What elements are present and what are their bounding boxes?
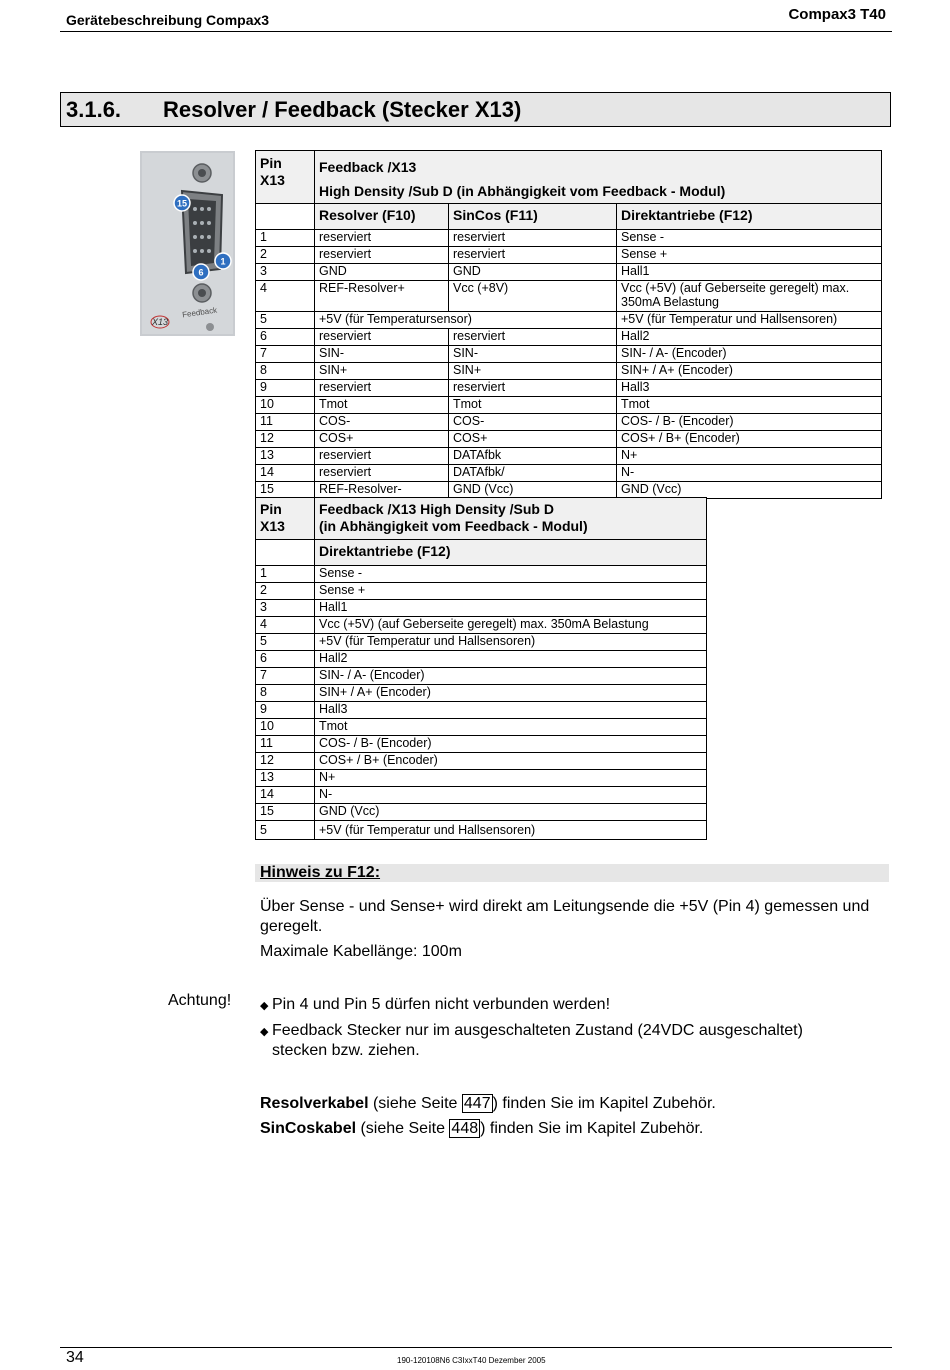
header-right-title: Compax3 T40 [788,6,886,23]
table-row [256,264,882,281]
direktantriebe-cell: GND (Vcc) [315,804,707,821]
warning-item-1 [260,995,860,1017]
table-row [256,363,882,380]
pin-table-body [256,230,882,499]
direktantriebe-cell: Sense + [315,583,707,600]
direktantriebe-cell: SIN- / A- (Encoder) [617,346,882,363]
note-paragraph-1: Über Sense - und Sense+ wird direkt am Leitungsende die +5V (Pin 4) gemessen und geregelt. [260,898,870,935]
resolver-cell: REF-Resolver- [315,482,449,499]
table-row [256,736,707,753]
table-row [256,770,707,787]
direktantriebe-cell: COS- / B- (Encoder) [315,736,707,753]
sincos-cell: reserviert [449,380,617,397]
table-row [256,634,707,651]
pin-number-cell: 4 [256,281,315,312]
sincos-cell: reserviert [449,329,617,346]
table-header-row [256,151,882,204]
direktantriebe-cell: COS+ / B+ (Encoder) [315,753,707,770]
direktantriebe-cell: N+ [617,448,882,465]
direktantriebe-cell: Hall1 [315,600,707,617]
direktantriebe-cell: Hall2 [617,329,882,346]
pin-number-cell: 5 [256,821,315,840]
resolver-cell: reserviert [315,247,449,264]
pin-header-line2: X13 [260,518,285,534]
bullet-diamond-icon: ◆ [260,1026,269,1038]
pin-table2-body [256,566,707,840]
pin-number-cell: 10 [256,719,315,736]
pin-label-15: 15 [176,198,188,209]
pin-table-x13 [255,150,882,499]
resolver-cell: SIN- [315,346,449,363]
column-header-direktantriebe: Direktantriebe (F12) [315,540,707,566]
table2-header-row [256,498,707,540]
plug-caption: Feedback [181,305,218,320]
pin-number-cell: 1 [256,566,315,583]
section-number: 3.1.6. [66,97,122,122]
sincos-cell: reserviert [449,230,617,247]
resolver-cell: COS+ [315,431,449,448]
pin-header-cell [256,498,315,540]
sincos-cell: SIN+ [449,363,617,380]
resolver-cell: reserviert [315,230,449,247]
pin-header-line1: Pin [260,501,282,517]
sincos-cell: SIN- [449,346,617,363]
pin-number-cell: 13 [256,448,315,465]
resolver-cell: reserviert [315,448,449,465]
table-row [256,617,707,634]
pin-number-cell: 7 [256,668,315,685]
direktantriebe-cell: Hall3 [315,702,707,719]
table-row [256,247,882,264]
footer-rule [60,1347,892,1348]
direktantriebe-cell: Vcc (+5V) (auf Geberseite geregelt) max. 350mA Belastung [617,281,882,312]
header-rule [60,31,892,32]
pin-number-cell: 15 [256,804,315,821]
table2-column-header-row [256,540,707,566]
reference-name: SinCoskabel [260,1120,357,1137]
page-number: 34 [66,1349,84,1366]
direktantriebe-cell: SIN+ / A+ (Encoder) [617,363,882,380]
direktantriebe-cell: Sense - [315,566,707,583]
direktantriebe-cell: Hall1 [617,264,882,281]
resolver-cell: GND [315,264,449,281]
table-row [256,329,882,346]
direktantriebe-cell: Tmot [315,719,707,736]
pin-number-cell: 2 [256,583,315,600]
table-title-cell [315,151,882,204]
pin-number-cell: 3 [256,264,315,281]
column-header-blank [256,204,315,230]
pin-number-cell: 11 [256,736,315,753]
pin-label-6: 6 [198,267,204,278]
pin-number-cell: 7 [256,346,315,363]
pin-label-1: 1 [220,256,226,267]
table-row [256,600,707,617]
column-header-sincos: SinCos (F11) [449,204,617,230]
cable-reference-resolver [260,1094,716,1114]
pin-table-x13-f12 [255,497,707,840]
note-paragraph-2: Maximale Kabellänge: 100m [260,943,462,960]
resolver-cell: +5V (für Temperatursensor) [315,312,617,329]
table-row [256,230,882,247]
plug-label: X13 [151,317,169,327]
sincos-cell: Vcc (+8V) [449,281,617,312]
direktantriebe-cell: N+ [315,770,707,787]
table-row [256,651,707,668]
table-row [256,448,882,465]
table-column-header-row [256,204,882,230]
table-row [256,702,707,719]
resolver-cell: REF-Resolver+ [315,281,449,312]
pin-number-cell: 5 [256,312,315,329]
table-row [256,465,882,482]
pin-number-cell: 12 [256,753,315,770]
warning-item-text: Pin 4 und Pin 5 dürfen nicht verbunden werden! [272,996,611,1013]
pin-number-cell: 6 [256,651,315,668]
sincos-cell: GND [449,264,617,281]
warning-label: Achtung! [168,992,232,1009]
table-row [256,753,707,770]
page-reference-link[interactable]: 448 [451,1120,479,1137]
direktantriebe-cell: GND (Vcc) [617,482,882,499]
sincos-cell: GND (Vcc) [449,482,617,499]
reference-text-pre: (siehe Seite [356,1120,450,1137]
pin-number-cell: 14 [256,787,315,804]
table-row [256,566,707,583]
table-row [256,380,882,397]
header-left-title: Gerätebeschreibung Compax3 [66,12,270,28]
direktantriebe-cell: Sense + [617,247,882,264]
pin-number-cell: 3 [256,600,315,617]
pin-number-cell: 12 [256,431,315,448]
resolver-cell: SIN+ [315,363,449,380]
direktantriebe-cell: Hall2 [315,651,707,668]
table-row [256,431,882,448]
reference-name: Resolverkabel [260,1095,369,1112]
table-row [256,719,707,736]
sincos-cell: COS+ [449,431,617,448]
table2-title-cell [315,498,707,540]
column-header-blank [256,540,315,566]
sincos-cell: DATAfbk [449,448,617,465]
resolver-cell: reserviert [315,329,449,346]
pin-header-cell [256,151,315,204]
sincos-cell: Tmot [449,397,617,414]
pin-header-line2: X13 [260,172,285,188]
pin-number-cell: 14 [256,465,315,482]
bullet-diamond-icon: ◆ [260,1000,269,1012]
table-row [256,414,882,431]
table-row [256,482,882,499]
pin-number-cell: 8 [256,685,315,702]
pin-number-cell: 4 [256,617,315,634]
direktantriebe-cell: SIN- / A- (Encoder) [315,668,707,685]
table-row [256,821,707,840]
direktantriebe-cell: Tmot [617,397,882,414]
direktantriebe-cell: +5V (für Temperatur und Hallsensoren) [315,821,707,840]
warning-item-text: Feedback Stecker nur im ausgeschalteten Zustand (24VDC ausgeschaltet) stecken bzw. ziehen. [272,1022,803,1059]
resolver-cell: reserviert [315,465,449,482]
resolver-cell: reserviert [315,380,449,397]
resolver-cell: COS- [315,414,449,431]
pin-number-cell: 9 [256,702,315,719]
table-row [256,346,882,363]
table-row [256,397,882,414]
reference-text-post: ) finden Sie im Kapitel Zubehör. [492,1095,716,1112]
table2-title-line2: (in Abhängigkeit vom Feedback - Modul) [319,518,588,534]
pin-number-cell: 6 [256,329,315,346]
direktantriebe-cell: N- [315,787,707,804]
connector-x13-image [140,151,235,336]
page-reference-link[interactable]: 447 [463,1095,491,1112]
table-row [256,583,707,600]
table-title-line2: High Density /Sub D (in Abhängigkeit vom Feedback - Modul) [319,183,726,199]
direktantriebe-cell: N- [617,465,882,482]
direktantriebe-cell: +5V (für Temperatur und Hallsensoren) [315,634,707,651]
direktantriebe-cell: Vcc (+5V) (auf Geberseite geregelt) max. 350mA Belastung [315,617,707,634]
cable-reference-sincos [260,1119,703,1139]
reference-text-post: ) finden Sie im Kapitel Zubehör. [480,1120,704,1137]
column-header-direktantriebe: Direktantriebe (F12) [617,204,882,230]
reference-text-pre: (siehe Seite [368,1095,462,1112]
document-id: 190-120108N6 C3IxxT40 Dezember 2005 [397,1356,546,1365]
pin-number-cell: 10 [256,397,315,414]
pin-number-cell: 9 [256,380,315,397]
pin-number-cell: 2 [256,247,315,264]
direktantriebe-cell: Hall3 [617,380,882,397]
resolver-cell: Tmot [315,397,449,414]
column-header-resolver: Resolver (F10) [315,204,449,230]
direktantriebe-cell: COS- / B- (Encoder) [617,414,882,431]
pin-number-cell: 15 [256,482,315,499]
section-title: Resolver / Feedback (Stecker X13) [163,97,522,122]
pin-number-cell: 11 [256,414,315,431]
table2-title-line1: Feedback /X13 High Density /Sub D [319,501,554,517]
pin-header-line1: Pin [260,155,282,171]
sincos-cell: reserviert [449,247,617,264]
sincos-cell: DATAfbk/ [449,465,617,482]
table-row [256,787,707,804]
direktantriebe-cell: Sense - [617,230,882,247]
pin-number-cell: 13 [256,770,315,787]
table-row [256,312,882,329]
sincos-cell: COS- [449,414,617,431]
pin-number-cell: 1 [256,230,315,247]
table-row [256,668,707,685]
table-row [256,281,882,312]
direktantriebe-cell: SIN+ / A+ (Encoder) [315,685,707,702]
direktantriebe-cell: +5V (für Temperatur und Hallsensoren) [617,312,882,329]
note-title: Hinweis zu F12: [260,864,381,881]
table-row [256,685,707,702]
direktantriebe-cell: COS+ / B+ (Encoder) [617,431,882,448]
warning-item-2 [260,1021,860,1065]
table-title-line1: Feedback /X13 [319,159,417,175]
pin-number-cell: 8 [256,363,315,380]
table-row [256,804,707,821]
pin-number-cell: 5 [256,634,315,651]
